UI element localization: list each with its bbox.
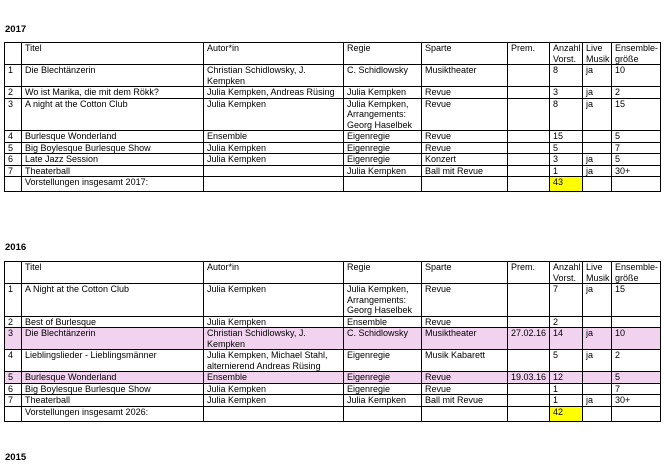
cell-autor: Ensemble (204, 372, 344, 384)
header-line: Anzahl (553, 262, 581, 272)
cell-autor: Julia Kempken (204, 98, 344, 131)
cell-regie: Eigenregie (344, 142, 422, 154)
cell-autor: Christian Schidlowsky, J. Kempken (204, 65, 344, 87)
cell-regie: Julia Kempken, Arrangements: Georg Haselbek (344, 98, 422, 131)
header-titel: Titel (22, 43, 204, 65)
cell-live-musik: ja (583, 284, 612, 317)
cell-sparte: Konzert (422, 154, 508, 166)
cell-live-musik: ja (583, 165, 612, 177)
cell-sparte: Musiktheater (422, 328, 508, 350)
cell-ensemble: 30+ (612, 395, 661, 407)
cell-live-musik: ja (583, 395, 612, 407)
cell-regie: Eigenregie (344, 372, 422, 384)
cell-titel: Theaterball (22, 395, 204, 407)
cell-anzahl: 5 (550, 142, 583, 154)
table-row (5, 383, 661, 395)
cell-ensemble: 15 (612, 98, 661, 131)
table-row (5, 65, 661, 87)
cell-prem (508, 98, 550, 131)
cell-autor: Julia Kempken (204, 316, 344, 328)
cell-nr: 1 (5, 65, 22, 87)
cell-sparte: Musik Kabarett (422, 350, 508, 372)
cell-nr: 6 (5, 154, 22, 166)
cell-regie: Eigenregie (344, 383, 422, 395)
cell-regie: Julia Kempken (344, 165, 422, 177)
year-heading-2015: 2015 (5, 452, 27, 463)
cell-titel: Burlesque Wonderland (22, 372, 204, 384)
cell-autor (204, 165, 344, 177)
cell-anzahl: 8 (550, 98, 583, 131)
cell-autor: Julia Kempken, Andreas Rüsing (204, 87, 344, 99)
header-line: Vorst. (553, 53, 577, 64)
table-row (5, 372, 661, 384)
cell-autor: Ensemble (204, 131, 344, 143)
header-anzahl (550, 43, 583, 65)
cell-prem: 27.02.16 (508, 328, 550, 350)
total-row (5, 406, 661, 421)
cell-ensemble: 10 (612, 65, 661, 87)
header-autor: Autor*in (204, 43, 344, 65)
cell-regie: Julia Kempken, Arrangements: Georg Haselbek (344, 284, 422, 317)
cell-live-musik: ja (583, 154, 612, 166)
cell-prem (508, 383, 550, 395)
header-ensemble (612, 43, 661, 65)
cell-live-musik (583, 316, 612, 328)
cell-prem (508, 316, 550, 328)
cell-nr: 3 (5, 328, 22, 350)
header-line: Ensemble- (615, 43, 659, 53)
header-row (5, 262, 661, 284)
cell-empty (344, 177, 422, 192)
cell-titel: Late Jazz Session (22, 154, 204, 166)
header-ensemble (612, 262, 661, 284)
cell-live-musik (583, 131, 612, 143)
cell-nr: 4 (5, 131, 22, 143)
cell-ensemble: 7 (612, 383, 661, 395)
cell-autor: Julia Kempken (204, 395, 344, 407)
cell-ensemble (612, 316, 661, 328)
cell-empty (583, 177, 612, 192)
header-line: Live (586, 43, 603, 53)
cell-empty (612, 406, 661, 421)
total-row (5, 177, 661, 192)
cell-ensemble: 5 (612, 372, 661, 384)
cell-anzahl: 1 (550, 395, 583, 407)
header-line: Vorst. (553, 272, 577, 283)
header-sparte: Sparte (422, 43, 508, 65)
cell-regie: C. Schidlowsky (344, 65, 422, 87)
cell-ensemble: 15 (612, 284, 661, 317)
cell-nr: 1 (5, 284, 22, 317)
cell-sparte: Revue (422, 98, 508, 131)
cell-empty (508, 406, 550, 421)
cell-anzahl: 3 (550, 87, 583, 99)
cell-sparte: Musiktheater (422, 65, 508, 87)
cell-regie: Eigenregie (344, 131, 422, 143)
cell-regie: Julia Kempken (344, 87, 422, 99)
cell-anzahl: 15 (550, 131, 583, 143)
cell-sparte: Revue (422, 131, 508, 143)
cell-sparte: Ball mit Revue (422, 165, 508, 177)
total-value: 42 (550, 406, 583, 421)
cell-regie: Eigenregie (344, 350, 422, 372)
header-sparte: Sparte (422, 262, 508, 284)
header-regie: Regie (344, 43, 422, 65)
cell-anzahl: 1 (550, 383, 583, 395)
cell-titel: Big Boylesque Burlesque Show (22, 383, 204, 395)
cell-anzahl: 5 (550, 350, 583, 372)
cell-regie: Ensemble (344, 316, 422, 328)
table-row (5, 350, 661, 372)
cell-prem (508, 395, 550, 407)
cell-empty (422, 406, 508, 421)
cell-ensemble: 2 (612, 350, 661, 372)
cell-live-musik: ja (583, 87, 612, 99)
cell-titel: Lieblingslieder - Lieblingsmänner (22, 350, 204, 372)
cell-titel: A Night at the Cotton Club (22, 284, 204, 317)
cell-live-musik: ja (583, 98, 612, 131)
cell-nr: 7 (5, 395, 22, 407)
cell-empty (583, 406, 612, 421)
cell-titel: Theaterball (22, 165, 204, 177)
header-live-musik (583, 262, 612, 284)
cell-nr: 7 (5, 165, 22, 177)
total-label: Vorstellungen insgesamt 2017: (22, 177, 204, 192)
cell-titel: Die Blechtänzerin (22, 328, 204, 350)
cell-ensemble: 7 (612, 142, 661, 154)
cell-sparte: Revue (422, 142, 508, 154)
cell-autor: Julia Kempken (204, 142, 344, 154)
cell-autor: Julia Kempken (204, 284, 344, 317)
cell-live-musik (583, 142, 612, 154)
cell-titel: Wo ist Marika, die mit dem Rökk? (22, 87, 204, 99)
header-line: größe (615, 53, 639, 64)
cell-empty (422, 177, 508, 192)
cell-sparte: Revue (422, 383, 508, 395)
cell-anzahl: 12 (550, 372, 583, 384)
cell-nr: 3 (5, 98, 22, 131)
cell-regie: Julia Kempken (344, 395, 422, 407)
table-row (5, 328, 661, 350)
cell-sparte: Revue (422, 284, 508, 317)
cell-empty (204, 177, 344, 192)
cell-nr: 2 (5, 87, 22, 99)
cell-anzahl: 1 (550, 165, 583, 177)
year-heading-2016: 2016 (5, 242, 27, 253)
header-line: Musik (586, 272, 610, 283)
cell-empty (5, 177, 22, 192)
cell-prem: 19.03.16 (508, 372, 550, 384)
cell-empty (508, 177, 550, 192)
table-row (5, 284, 661, 317)
cell-anzahl: 7 (550, 284, 583, 317)
header-anzahl (550, 262, 583, 284)
cell-live-musik: ja (583, 65, 612, 87)
cell-regie: Eigenregie (344, 154, 422, 166)
cell-sparte: Revue (422, 87, 508, 99)
header-autor: Autor*in (204, 262, 344, 284)
cell-nr: 6 (5, 383, 22, 395)
cell-ensemble: 2 (612, 87, 661, 99)
cell-live-musik: ja (583, 350, 612, 372)
cell-nr: 5 (5, 142, 22, 154)
cell-empty (612, 177, 661, 192)
table-row (5, 165, 661, 177)
cell-anzahl: 2 (550, 316, 583, 328)
header-nr (5, 43, 22, 65)
cell-autor: Julia Kempken (204, 383, 344, 395)
header-line: größe (615, 272, 639, 283)
cell-prem (508, 165, 550, 177)
cell-prem (508, 131, 550, 143)
table-row (5, 142, 661, 154)
cell-empty (5, 406, 22, 421)
header-live-musik (583, 43, 612, 65)
cell-ensemble: 5 (612, 154, 661, 166)
total-label: Vorstellungen insgesamt 2026: (22, 406, 204, 421)
cell-titel: Best of Burlesque (22, 316, 204, 328)
cell-sparte: Revue (422, 372, 508, 384)
cell-anzahl: 8 (550, 65, 583, 87)
cell-titel: Die Blechtänzerin (22, 65, 204, 87)
cell-sparte: Revue (422, 316, 508, 328)
cell-prem (508, 142, 550, 154)
cell-anzahl: 14 (550, 328, 583, 350)
cell-anzahl: 3 (550, 154, 583, 166)
cell-titel: A night at the Cotton Club (22, 98, 204, 131)
cell-titel: Burlesque Wonderland (22, 131, 204, 143)
table-2016 (4, 261, 661, 422)
table-row (5, 154, 661, 166)
cell-nr: 5 (5, 372, 22, 384)
cell-regie: C. Schidlowsky (344, 328, 422, 350)
cell-prem (508, 154, 550, 166)
cell-ensemble: 5 (612, 131, 661, 143)
table-row (5, 87, 661, 99)
cell-empty (204, 406, 344, 421)
header-prem: Prem. (508, 43, 550, 65)
table-2017 (4, 42, 661, 192)
table-row (5, 98, 661, 131)
cell-nr: 4 (5, 350, 22, 372)
year-heading-2017: 2017 (5, 24, 27, 35)
cell-titel: Big Boylesque Burlesque Show (22, 142, 204, 154)
cell-prem (508, 350, 550, 372)
header-line: Anzahl (553, 43, 581, 53)
cell-prem (508, 284, 550, 317)
header-prem: Prem. (508, 262, 550, 284)
cell-sparte: Ball mit Revue (422, 395, 508, 407)
cell-ensemble: 10 (612, 328, 661, 350)
cell-autor: Julia Kempken, Michael Stahl, alternierend Andreas Rüsing (204, 350, 344, 372)
cell-prem (508, 87, 550, 99)
header-regie: Regie (344, 262, 422, 284)
cell-live-musik (583, 383, 612, 395)
cell-prem (508, 65, 550, 87)
header-titel: Titel (22, 262, 204, 284)
cell-autor: Julia Kempken (204, 154, 344, 166)
header-nr (5, 262, 22, 284)
total-value: 43 (550, 177, 583, 192)
cell-autor: Christian Schidlowsky, J. Kempken (204, 328, 344, 350)
cell-live-musik (583, 372, 612, 384)
header-line: Musik (586, 53, 610, 64)
cell-nr: 2 (5, 316, 22, 328)
header-row (5, 43, 661, 65)
cell-ensemble: 30+ (612, 165, 661, 177)
table-row (5, 316, 661, 328)
table-row (5, 395, 661, 407)
header-line: Ensemble- (615, 262, 659, 272)
table-row (5, 131, 661, 143)
header-line: Live (586, 262, 603, 272)
cell-empty (344, 406, 422, 421)
cell-live-musik: ja (583, 328, 612, 350)
